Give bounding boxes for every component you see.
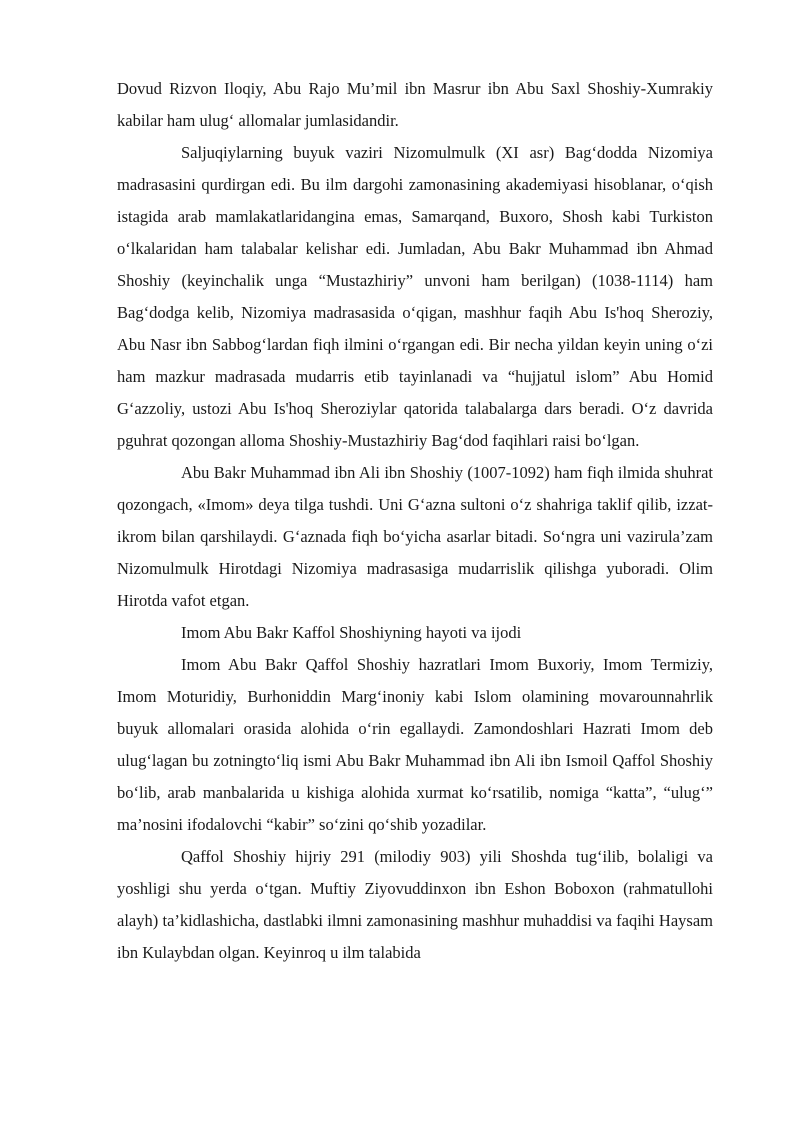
- section-heading: Imom Abu Bakr Kaffol Shoshiyning hayoti va ijodi: [181, 623, 522, 642]
- document-page: [117, 73, 713, 969]
- paragraph-continuation: Dovud Rizvon Iloqiy, Abu Rajo Mu’mil ibn Masrur ibn Abu Saxl Shoshiy-Xumrakiy kabilar ham ulug‘ allomalar jumlasidandir.: [117, 79, 713, 130]
- paragraph-nizomulmulk: Saljuqiylarning buyuk vaziri Nizomulmulk (XI asr) Bag‘dodda Nizomiya madrasasini qurdirgan edi. Bu ilm dargohi zamonasining akademiyasi hisoblanar, o‘qish istagida arab mamlakatlaridangina emas, Samarqand, Buxoro, Shosh kabi Turkiston o‘lkalaridan ham talabalar kelishar edi. Jumladan, Abu Bakr Muhammad ibn Ahmad Shoshiy (keyinchalik unga “Mustazhiriy” unvoni ham berilgan) (1038-1114) ham Bag‘dodga kelib, Nizomiya madrasasida o‘qigan, mashhur faqih Abu Is'hoq Sheroziy, Abu Nasr ibn Sabbog‘lardan fiqh ilmini o‘rgangan edi. Bir necha yildan keyin uning o‘zi ham mazkur madrasada mudarris etib tayinlanadi va “hujjatul islom” Abu Homid G‘azzoliy, ustozi Abu Is'hoq Sheroziylar qatorida talabalarga dars beradi. O‘z davrida pguhrat qozongan alloma Shoshiy-Mustazhiriy Bag‘dod faqihlari raisi bo‘lgan.: [117, 143, 713, 450]
- paragraph-qaffol-birth: Qaffol Shoshiy hijriy 291 (milodiy 903) yili Shoshda tug‘ilib, bolaligi va yoshligi shu yerda o‘tgan. Muftiy Ziyovuddinxon ibn Eshon Boboxon (rahmatullohi alayh) ta’kidlashicha, dastlabki ilmni zamonasining mashhur muhaddisi va faqihi Haysam ibn Kulaybdan olgan. Keyinroq u ilm talabida: [117, 847, 713, 962]
- paragraph-qaffol-intro: Imom Abu Bakr Qaffol Shoshiy hazratlari Imom Buxoriy, Imom Termiziy, Imom Moturidiy, Burhoniddin Marg‘inoniy kabi Islom olamining movarounnahrlik buyuk allomalari orasida alohida o‘rin egallaydi. Zamondoshlari Hazrati Imom deb ulug‘lagan bu zotningto‘liq ismi Abu Bakr Muhammad ibn Ali ibn Ismoil Qaffol Shoshiy bo‘lib, arab manbalarida u kishiga alohida xurmat ko‘rsatilib, nomiga “katta”, “ulug‘” ma’nosini ifodalovchi “kabir” so‘zini qo‘shib yozadilar.: [117, 655, 713, 834]
- paragraph-abu-bakr-shoshiy: Abu Bakr Muhammad ibn Ali ibn Shoshiy (1007-1092) ham fiqh ilmida shuhrat qozongach, «Imom» deya tilga tushdi. Uni G‘azna sultoni o‘z shahriga taklif qilib, izzat-ikrom bilan qarshilaydi. G‘aznada fiqh bo‘yicha asarlar bitadi. So‘ngra uni vazirula’zam Nizomulmulk Hirotdagi Nizomiya madrasasiga mudarrislik qilishga yuboradi. Olim Hirotda vafot etgan.: [117, 463, 713, 610]
